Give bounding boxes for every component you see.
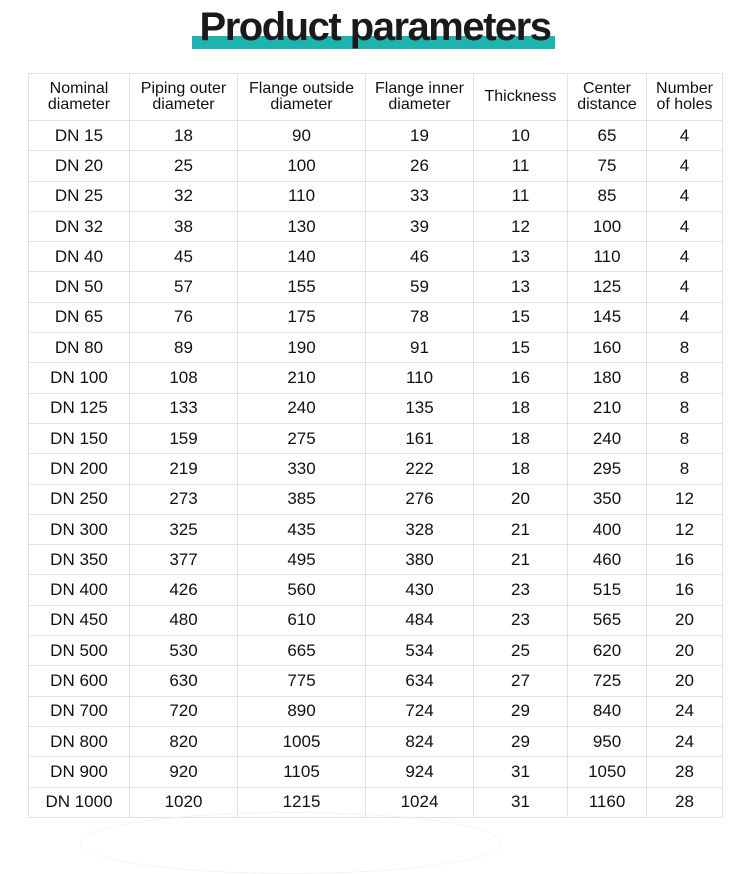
table-cell-nominal: DN 600 — [29, 666, 130, 696]
table-cell-flange-id: 110 — [366, 363, 474, 393]
column-header-line: of holes — [656, 96, 713, 113]
table-cell-flange-id: 724 — [366, 696, 474, 726]
table-cell-thickness: 31 — [474, 757, 568, 787]
table-cell-piping-od: 426 — [130, 575, 238, 605]
table-cell-flange-od: 130 — [238, 211, 366, 241]
parameters-table — [28, 73, 723, 818]
table-row — [29, 181, 723, 211]
background-decoration — [80, 812, 502, 874]
table-cell-nominal: DN 125 — [29, 393, 130, 423]
table-row — [29, 454, 723, 484]
table-cell-holes: 20 — [647, 605, 723, 635]
table-cell-center-distance: 515 — [568, 575, 647, 605]
table-cell-piping-od: 219 — [130, 454, 238, 484]
table-cell-flange-id: 135 — [366, 393, 474, 423]
table-cell-flange-id: 484 — [366, 605, 474, 635]
table-cell-center-distance: 110 — [568, 242, 647, 272]
table-cell-center-distance: 145 — [568, 302, 647, 332]
table-cell-holes: 4 — [647, 121, 723, 151]
table-cell-piping-od: 159 — [130, 423, 238, 453]
table-cell-nominal: DN 300 — [29, 514, 130, 544]
column-header-line: distance — [577, 96, 637, 113]
table-cell-nominal: DN 200 — [29, 454, 130, 484]
table-row — [29, 333, 723, 363]
table-cell-nominal: DN 100 — [29, 363, 130, 393]
table-cell-holes: 8 — [647, 393, 723, 423]
table-cell-flange-id: 328 — [366, 514, 474, 544]
table-cell-flange-od: 175 — [238, 302, 366, 332]
table-cell-center-distance: 125 — [568, 272, 647, 302]
table-row — [29, 514, 723, 544]
table-cell-flange-id: 824 — [366, 726, 474, 756]
table-row — [29, 696, 723, 726]
table-cell-flange-od: 140 — [238, 242, 366, 272]
column-header-center-distance — [568, 74, 647, 121]
table-cell-holes: 16 — [647, 575, 723, 605]
table-cell-holes: 4 — [647, 151, 723, 181]
table-cell-piping-od: 89 — [130, 333, 238, 363]
table-row — [29, 636, 723, 666]
table-row — [29, 605, 723, 635]
table-cell-piping-od: 32 — [130, 181, 238, 211]
table-cell-piping-od: 57 — [130, 272, 238, 302]
table-cell-flange-od: 100 — [238, 151, 366, 181]
column-header-holes — [647, 74, 723, 121]
table-cell-holes: 24 — [647, 696, 723, 726]
table-cell-holes: 4 — [647, 302, 723, 332]
table-row — [29, 423, 723, 453]
table-cell-center-distance: 950 — [568, 726, 647, 756]
table-cell-piping-od: 18 — [130, 121, 238, 151]
page-title: Product parameters — [199, 5, 551, 49]
table-row — [29, 393, 723, 423]
table-cell-nominal: DN 65 — [29, 302, 130, 332]
table-row — [29, 575, 723, 605]
table-cell-holes: 8 — [647, 423, 723, 453]
table-cell-thickness: 21 — [474, 514, 568, 544]
column-header-flange-od — [238, 74, 366, 121]
table-cell-holes: 12 — [647, 484, 723, 514]
table-cell-flange-od: 495 — [238, 545, 366, 575]
table-cell-piping-od: 480 — [130, 605, 238, 635]
table-cell-thickness: 21 — [474, 545, 568, 575]
table-cell-flange-od: 775 — [238, 666, 366, 696]
table-row — [29, 151, 723, 181]
table-cell-piping-od: 530 — [130, 636, 238, 666]
table-cell-thickness: 25 — [474, 636, 568, 666]
table-cell-flange-id: 161 — [366, 423, 474, 453]
table-cell-center-distance: 460 — [568, 545, 647, 575]
table-row — [29, 121, 723, 151]
table-row — [29, 363, 723, 393]
table-row — [29, 211, 723, 241]
table-cell-center-distance: 65 — [568, 121, 647, 151]
table-row — [29, 757, 723, 787]
table-cell-holes: 4 — [647, 181, 723, 211]
table-cell-center-distance: 240 — [568, 423, 647, 453]
table-cell-flange-od: 1215 — [238, 787, 366, 817]
table-cell-piping-od: 325 — [130, 514, 238, 544]
table-cell-nominal: DN 1000 — [29, 787, 130, 817]
table-cell-center-distance: 210 — [568, 393, 647, 423]
table-cell-center-distance: 1160 — [568, 787, 647, 817]
table-cell-flange-od: 240 — [238, 393, 366, 423]
table-cell-nominal: DN 32 — [29, 211, 130, 241]
table-cell-flange-id: 430 — [366, 575, 474, 605]
table-cell-piping-od: 920 — [130, 757, 238, 787]
table-cell-flange-id: 276 — [366, 484, 474, 514]
column-header-line: diameter — [388, 96, 451, 113]
table-cell-flange-od: 210 — [238, 363, 366, 393]
column-header-line: Number — [656, 80, 713, 97]
table-cell-piping-od: 377 — [130, 545, 238, 575]
table-cell-holes: 20 — [647, 666, 723, 696]
table-cell-flange-id: 19 — [366, 121, 474, 151]
table-cell-thickness: 11 — [474, 151, 568, 181]
table-cell-piping-od: 76 — [130, 302, 238, 332]
table-cell-holes: 16 — [647, 545, 723, 575]
table-cell-center-distance: 160 — [568, 333, 647, 363]
column-header-thickness — [474, 74, 568, 121]
table-cell-center-distance: 180 — [568, 363, 647, 393]
column-header-line: Thickness — [484, 88, 557, 105]
table-cell-piping-od: 273 — [130, 484, 238, 514]
table-cell-nominal: DN 25 — [29, 181, 130, 211]
table-cell-thickness: 29 — [474, 726, 568, 756]
table-cell-flange-id: 380 — [366, 545, 474, 575]
column-header-flange-id — [366, 74, 474, 121]
table-cell-nominal: DN 150 — [29, 423, 130, 453]
table-cell-thickness: 31 — [474, 787, 568, 817]
table-cell-thickness: 12 — [474, 211, 568, 241]
table-cell-thickness: 18 — [474, 423, 568, 453]
table-cell-nominal: DN 450 — [29, 605, 130, 635]
table-cell-flange-od: 155 — [238, 272, 366, 302]
table-cell-thickness: 16 — [474, 363, 568, 393]
column-header-line: Center — [582, 80, 632, 97]
table-header-row — [29, 74, 723, 121]
table-cell-thickness: 10 — [474, 121, 568, 151]
table-row — [29, 242, 723, 272]
table-cell-flange-od: 1005 — [238, 726, 366, 756]
table-cell-holes: 8 — [647, 454, 723, 484]
table-cell-flange-od: 890 — [238, 696, 366, 726]
table-cell-piping-od: 1020 — [130, 787, 238, 817]
table-cell-piping-od: 630 — [130, 666, 238, 696]
table-cell-holes: 12 — [647, 514, 723, 544]
table-cell-center-distance: 840 — [568, 696, 647, 726]
table-cell-flange-od: 190 — [238, 333, 366, 363]
table-cell-piping-od: 720 — [130, 696, 238, 726]
table-cell-nominal: DN 700 — [29, 696, 130, 726]
table-cell-piping-od: 108 — [130, 363, 238, 393]
table-cell-center-distance: 725 — [568, 666, 647, 696]
table-cell-nominal: DN 80 — [29, 333, 130, 363]
column-header-line: Flange outside — [249, 80, 354, 97]
table-row — [29, 545, 723, 575]
table-cell-center-distance: 295 — [568, 454, 647, 484]
table-cell-flange-id: 634 — [366, 666, 474, 696]
table-cell-center-distance: 75 — [568, 151, 647, 181]
table-cell-nominal: DN 15 — [29, 121, 130, 151]
title-banner — [0, 0, 750, 60]
table-cell-thickness: 20 — [474, 484, 568, 514]
table-cell-nominal: DN 400 — [29, 575, 130, 605]
table-cell-holes: 8 — [647, 333, 723, 363]
table-cell-holes: 28 — [647, 787, 723, 817]
table-cell-flange-od: 560 — [238, 575, 366, 605]
table-cell-nominal: DN 800 — [29, 726, 130, 756]
table-row — [29, 302, 723, 332]
table-cell-thickness: 18 — [474, 393, 568, 423]
table-cell-piping-od: 133 — [130, 393, 238, 423]
table-cell-center-distance: 100 — [568, 211, 647, 241]
column-header-line: Flange inner — [375, 80, 464, 97]
table-cell-piping-od: 38 — [130, 211, 238, 241]
table-cell-thickness: 18 — [474, 454, 568, 484]
table-cell-piping-od: 820 — [130, 726, 238, 756]
table-cell-thickness: 23 — [474, 605, 568, 635]
table-cell-flange-od: 385 — [238, 484, 366, 514]
column-header-line: diameter — [152, 96, 215, 113]
table-cell-center-distance: 350 — [568, 484, 647, 514]
table-cell-thickness: 15 — [474, 302, 568, 332]
table-cell-flange-od: 435 — [238, 514, 366, 544]
table-cell-thickness: 13 — [474, 272, 568, 302]
table-cell-flange-id: 39 — [366, 211, 474, 241]
table-cell-center-distance: 85 — [568, 181, 647, 211]
table-row — [29, 272, 723, 302]
table-cell-nominal: DN 250 — [29, 484, 130, 514]
table-cell-nominal: DN 350 — [29, 545, 130, 575]
table-cell-nominal: DN 900 — [29, 757, 130, 787]
table-cell-flange-id: 46 — [366, 242, 474, 272]
table-cell-holes: 20 — [647, 636, 723, 666]
table-cell-flange-id: 59 — [366, 272, 474, 302]
table-cell-flange-id: 1024 — [366, 787, 474, 817]
table-cell-flange-od: 330 — [238, 454, 366, 484]
table-cell-holes: 4 — [647, 242, 723, 272]
table-cell-piping-od: 25 — [130, 151, 238, 181]
table-cell-holes: 24 — [647, 726, 723, 756]
table-cell-thickness: 29 — [474, 696, 568, 726]
table-cell-holes: 4 — [647, 272, 723, 302]
table-row — [29, 484, 723, 514]
table-cell-nominal: DN 20 — [29, 151, 130, 181]
column-header-line: diameter — [47, 96, 111, 113]
table-cell-holes: 8 — [647, 363, 723, 393]
table-row — [29, 726, 723, 756]
column-header-nominal — [29, 74, 130, 121]
table-cell-flange-id: 26 — [366, 151, 474, 181]
table-cell-holes: 28 — [647, 757, 723, 787]
column-header-line: diameter — [270, 96, 333, 113]
table-cell-flange-od: 665 — [238, 636, 366, 666]
column-header-line: Piping outer — [140, 80, 227, 97]
table-cell-center-distance: 1050 — [568, 757, 647, 787]
table-cell-thickness: 27 — [474, 666, 568, 696]
table-cell-center-distance: 565 — [568, 605, 647, 635]
table-cell-flange-id: 222 — [366, 454, 474, 484]
table-row — [29, 666, 723, 696]
table-cell-flange-id: 924 — [366, 757, 474, 787]
table-cell-holes: 4 — [647, 211, 723, 241]
table-cell-flange-id: 33 — [366, 181, 474, 211]
table-cell-flange-od: 90 — [238, 121, 366, 151]
table-cell-nominal: DN 40 — [29, 242, 130, 272]
table-cell-piping-od: 45 — [130, 242, 238, 272]
table-cell-thickness: 11 — [474, 181, 568, 211]
table-body — [29, 121, 723, 818]
table-cell-flange-od: 110 — [238, 181, 366, 211]
table-cell-flange-id: 534 — [366, 636, 474, 666]
table-cell-flange-id: 91 — [366, 333, 474, 363]
column-header-line: Nominal — [49, 80, 109, 97]
table-cell-flange-id: 78 — [366, 302, 474, 332]
parameters-table-container — [28, 73, 722, 818]
table-cell-flange-od: 275 — [238, 423, 366, 453]
table-cell-center-distance: 620 — [568, 636, 647, 666]
table-cell-thickness: 13 — [474, 242, 568, 272]
table-cell-flange-od: 1105 — [238, 757, 366, 787]
table-cell-thickness: 23 — [474, 575, 568, 605]
table-cell-nominal: DN 50 — [29, 272, 130, 302]
table-cell-center-distance: 400 — [568, 514, 647, 544]
table-row — [29, 787, 723, 817]
table-cell-flange-od: 610 — [238, 605, 366, 635]
column-header-piping-od — [130, 74, 238, 121]
table-cell-nominal: DN 500 — [29, 636, 130, 666]
table-cell-thickness: 15 — [474, 333, 568, 363]
